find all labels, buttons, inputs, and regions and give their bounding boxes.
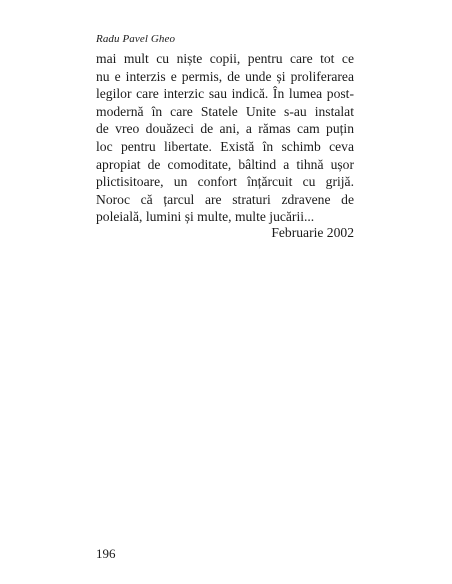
- body-line: legilor care interzic sau indică. În lumea post-: [96, 86, 354, 102]
- running-header-author: Radu Pavel Gheo: [96, 33, 176, 45]
- body-line: modernă în care Statele Unite s-au instalat: [96, 103, 354, 119]
- body-line: apropiat de comoditate, bâltind a tihnă ușor: [96, 156, 354, 172]
- body-line: mai mult cu niște copii, pentru care tot ce: [96, 51, 354, 66]
- dateline: Februarie 2002: [271, 225, 354, 240]
- page-number: 196: [96, 546, 116, 561]
- body-line: de vreo douăzeci de ani, a rămas cam puțin: [96, 121, 354, 137]
- body-line: poleială, lumini și multe, multe jucării...: [96, 209, 315, 225]
- body-line: Noroc că țarcul are straturi zdravene de: [96, 191, 354, 207]
- body-line: loc pentru libertate. Există în schimb ceva: [96, 138, 354, 154]
- body-line: nu e interzis e permis, de unde și proliferarea: [96, 68, 354, 84]
- body-paragraph: [96, 50, 354, 226]
- body-line: plictisitoare, un confort înțărcuit cu grijă.: [96, 174, 354, 190]
